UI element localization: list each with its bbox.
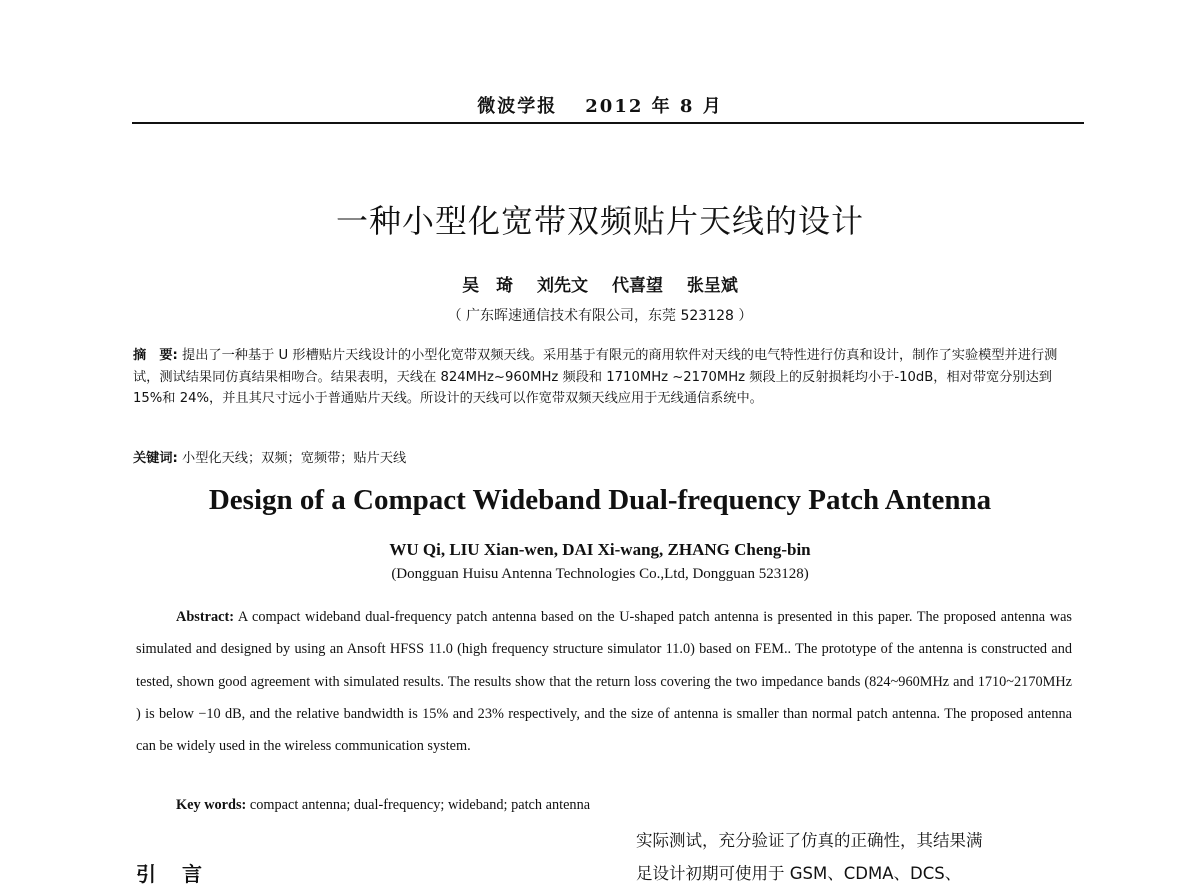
keywords-en-text: compact antenna; dual-frequency; wideband; patch antenna xyxy=(249,797,591,813)
running-header xyxy=(0,92,1200,118)
author-cn-4: 张呈斌 xyxy=(686,276,738,296)
abstract-en xyxy=(136,601,1072,762)
author-cn-2: 刘先文 xyxy=(537,276,589,296)
right-column-line-2: 足设计初期可使用于 GSM、CDMA、DCS、 xyxy=(636,864,962,883)
header-rule xyxy=(132,122,1084,124)
section-heading-char-1: 引 xyxy=(136,862,156,886)
author-cn-3: 代喜望 xyxy=(611,276,663,296)
keywords-en xyxy=(176,797,1076,814)
keywords-cn-label: 关键词: xyxy=(133,451,178,466)
affiliation-en: (Dongguan Huisu Antenna Technologies Co.,Ltd, Dongguan 523128) xyxy=(391,566,809,582)
keywords-cn xyxy=(133,447,1081,466)
abstract-en-text: A compact wideband dual-frequency patch antenna based on the U-shaped patch antenna is presented in this paper. The proposed antenna was simulated and designed by using an Ansoft HFSS 11.0 (high frequency structure simulator 11.0) based on FEM.. The prototype of the antenna is constructed and tested, shown good agreement with simulated results. The results show that the return loss covering the two impedance bands (824~960MHz and 1710~2170MHz ) is below −10 dB, and the relative bandwidth is 15% and 23% respectively, and the size of antenna is smaller than normal patch antenna. The proposed antenna can be widely used in the wireless communication system. xyxy=(136,609,1072,755)
author-cn-1: 吴 琦 xyxy=(462,276,514,296)
authors-en: WU Qi, LIU Xian-wen, DAI Xi-wang, ZHANG Cheng-bin xyxy=(389,540,811,559)
right-column-text xyxy=(636,824,1076,890)
abstract-cn-text: 提出了一种基于 U 形槽贴片天线设计的小型化宽带双频天线。采用基于有限元的商用软件对天线的电气特性进行仿真和设计，制作了实验模型并进行测试，测试结果同仿真结果相吻合。结果表明，天线在 824MHz~960MHz 频段和 1710MHz ~2170MHz 频段上的反射损耗均小于-10dB，相对带宽分别达到 15%和 24%，并且其尺寸远小于普通贴片天线。所设计的天线可以作宽带双频天线应用于无线通信系统中。 xyxy=(133,348,1058,406)
abstract-cn xyxy=(133,345,1081,410)
journal-name: 微波学报 xyxy=(477,96,558,117)
keywords-en-label: Key words: xyxy=(176,797,247,813)
abstract-cn-label: 摘 要: xyxy=(133,348,178,363)
keywords-cn-text: 小型化天线；双频；宽频带；贴片天线 xyxy=(182,451,407,466)
section-heading-char-2: 言 xyxy=(182,862,202,886)
paper-title-cn: 一种小型化宽带双频贴片天线的设计 xyxy=(335,202,864,240)
issue-date: 2012 年 8 月 xyxy=(585,96,723,117)
authors-cn xyxy=(0,271,1200,296)
section-heading-introduction xyxy=(136,858,202,887)
right-column-line-1: 实际测试，充分验证了仿真的正确性，其结果满 xyxy=(636,831,983,850)
affiliation-cn: （ 广东晖速通信技术有限公司，东莞 523128 ） xyxy=(447,308,753,324)
paper-title-en: Design of a Compact Wideband Dual-frequency Patch Antenna xyxy=(208,484,992,516)
abstract-en-label: Abstract: xyxy=(176,609,234,625)
